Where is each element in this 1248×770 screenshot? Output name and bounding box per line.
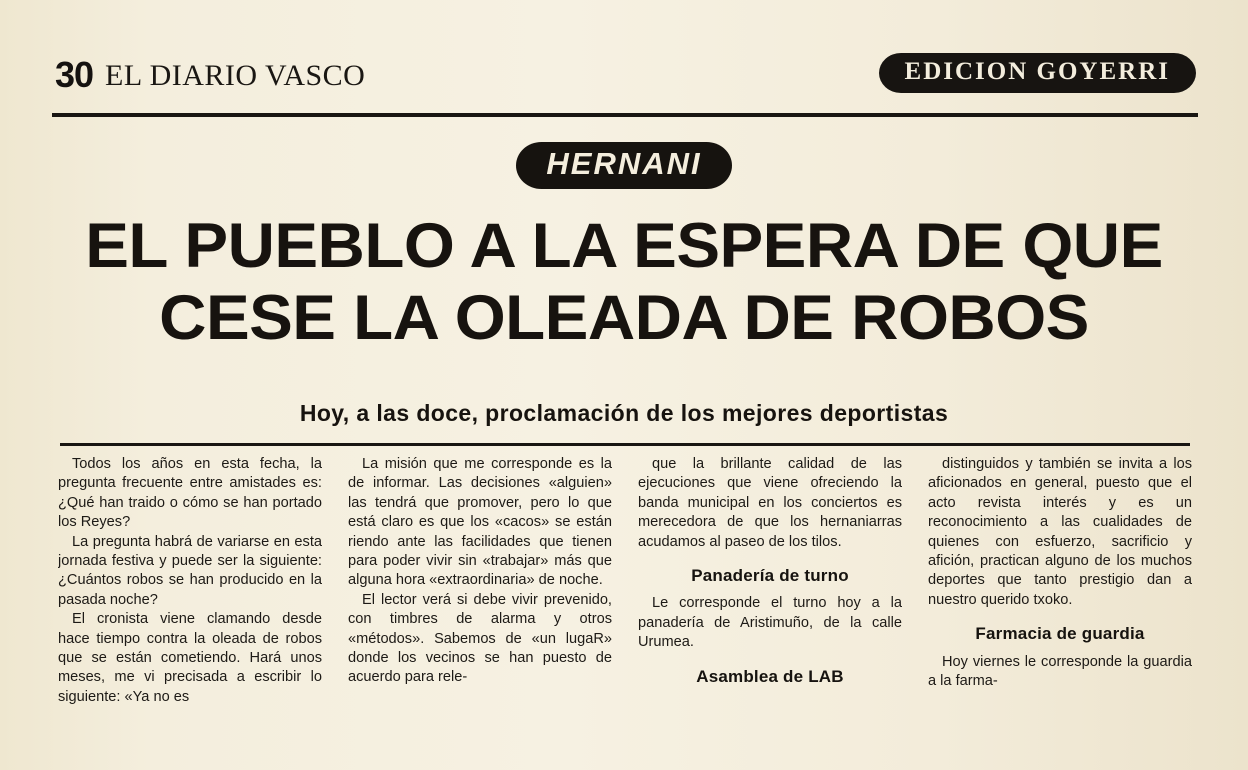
paragraph: que la brillante calidad de las ejecuciones que viene ofreciendo la banda municipal en los conciertos es merecedora de que los hernaniarras acudamos al paseo de los tilos.	[638, 456, 902, 550]
subsection-heading-asamblea: Asamblea de LAB	[696, 666, 844, 686]
article-column-3	[638, 455, 902, 770]
paragraph: El cronista viene clamando desde hace tiempo contra la oleada de robos que se están cometiendo. Hará unos meses, me vi precisada a escribir lo siguiente: «Ya no es	[58, 611, 322, 705]
headline-line-1: EL PUEBLO A LA ESPERA DE QUE	[85, 211, 1163, 281]
paragraph: Le corresponde el turno hoy a la panadería de Aristimuño, de la calle Urumea.	[638, 595, 902, 651]
paragraph: El lector verá si debe vivir prevenido, con timbres de alarma y otros «métodos». Sabemos de «un lugaR» donde los vecinos se han puesto de acuerdo para rele-	[348, 591, 612, 686]
subheadline-divider	[60, 443, 1190, 446]
page-title	[25, 210, 1223, 354]
paragraph: La misión que me corresponde es la de informar. Las decisiones «alguien» las tendrá que promover, pero lo que está claro es que los «cacos» se están riendo ante las facilidades que tienen para poder vivir sin «trabajar» más que alguna hora «extraordinaria» de noche.	[348, 456, 612, 589]
section-tag-wrapper	[0, 142, 1248, 189]
subheadline: Hoy, a las doce, proclamación de los mejores deportistas	[299, 400, 949, 426]
article-column-4	[928, 455, 1192, 770]
paragraph: distinguidos y también se invita a los aficionados en general, puesto que el acto revista interés y es un reconocimiento a las cualidades de quienes con esfuerzo, sacrificio y afición, practican alguno de los muchos deportes que tanto prestigio dan a nuestro querido txoko.	[928, 456, 1192, 608]
section-tag: HERNANI	[516, 142, 731, 189]
masthead	[55, 55, 1196, 103]
subsection-heading-panaderia: Panadería de turno	[691, 566, 849, 586]
paragraph: Hoy viernes le corresponde la guardia a la farma-	[928, 653, 1192, 690]
article-column-2	[348, 455, 612, 770]
masthead-divider	[52, 113, 1198, 117]
page-number: 30	[55, 54, 94, 95]
paragraph: Todos los años en esta fecha, la pregunta frecuente entre amistades es: ¿Qué han traido o cómo se han portado los Reyes?	[58, 456, 322, 531]
paragraph: La pregunta habrá de variarse en esta jornada festiva y puede ser la siguiente: ¿Cuántos robos se han producido en la pasada noche?	[58, 533, 322, 608]
subsection-heading-farmacia: Farmacia de guardia	[975, 624, 1145, 644]
article-columns	[58, 455, 1192, 770]
headline-line-2: CESE LA OLEADA DE ROBOS	[159, 283, 1089, 353]
article-column-1	[58, 455, 322, 770]
edition-badge: EDICION GOYERRI	[879, 53, 1196, 93]
newspaper-title: EL DIARIO VASCO	[105, 59, 366, 92]
